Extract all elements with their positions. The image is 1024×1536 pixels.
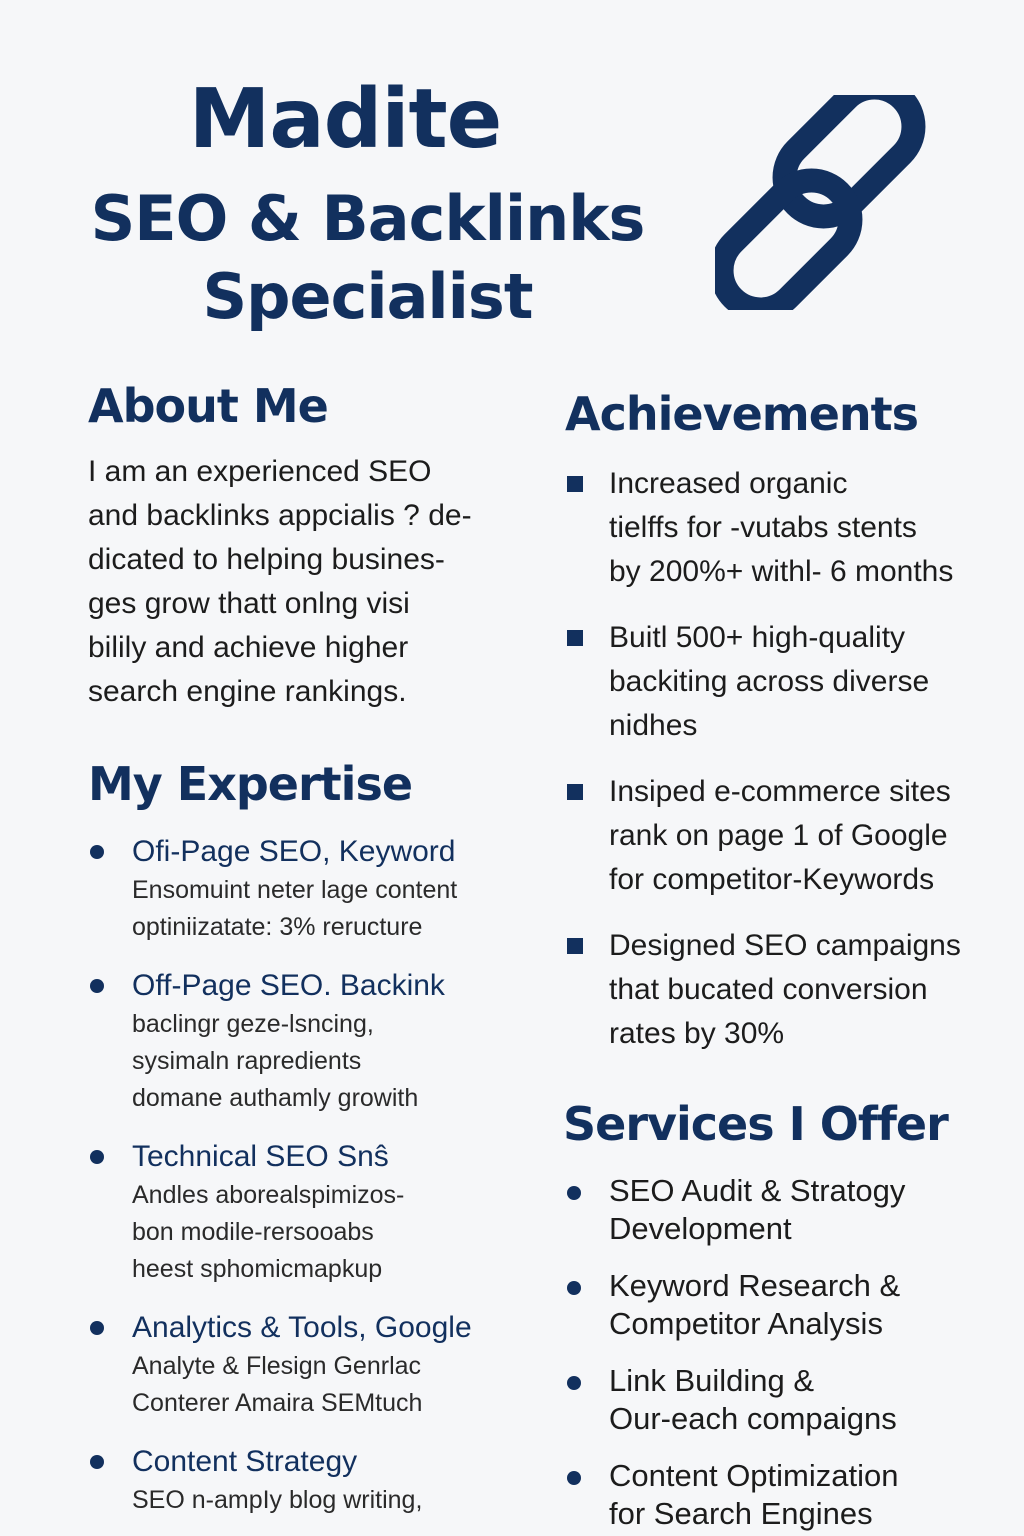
square-bullet-icon: [567, 784, 583, 800]
expertise-item: [88, 1137, 538, 1288]
achievement-line: that bucated conversion: [609, 973, 928, 1006]
resume-name: Madite: [188, 72, 502, 167]
service-line: Development: [609, 1211, 792, 1246]
square-bullet-icon: [567, 938, 583, 954]
services-list: [565, 1172, 1005, 1536]
bullet-icon: [90, 979, 104, 993]
achievement-item: [565, 616, 1005, 748]
service-line: for Search Engines: [609, 1496, 873, 1531]
about-line: search engine rankings.: [88, 675, 407, 708]
achievement-line: rank on page 1 of Google: [609, 819, 948, 852]
service-line: SEO Audit & Stratogy: [609, 1173, 906, 1208]
expertise-item: [88, 832, 538, 946]
chain-link-icon: [715, 95, 930, 310]
expertise-desc-line: optiniizatate: 3% reructure: [132, 913, 423, 941]
service-line: Content Optimization: [609, 1458, 899, 1493]
resume-title: [0, 180, 735, 336]
achievement-line: Increased organic: [609, 467, 848, 500]
service-line: Our-each compaigns: [609, 1401, 897, 1436]
achievement-item: [565, 924, 1005, 1056]
services-heading: Services I Offer: [563, 1097, 948, 1151]
bullet-icon: [567, 1376, 581, 1390]
expertise-desc-line: sysimaln rapredients: [132, 1047, 362, 1075]
bullet-icon: [90, 845, 104, 859]
service-line: Link Building &: [609, 1363, 815, 1398]
service-item: [565, 1362, 1005, 1438]
expertise-desc-line: bon modile-rersooabs: [132, 1218, 374, 1246]
achievement-line: Designed SEO campaigns: [609, 929, 961, 962]
achievement-line: by 200%+ withl- 6 months: [609, 555, 954, 588]
bullet-icon: [90, 1321, 104, 1335]
service-line: Competitor Analysis: [609, 1306, 883, 1341]
service-item: [565, 1267, 1005, 1343]
title-line: Specialist: [202, 260, 533, 333]
expertise-desc-line: domane authamly growith: [132, 1084, 419, 1112]
service-item: [565, 1457, 1005, 1533]
expertise-title: Technical SEO Snŝ: [132, 1140, 389, 1173]
expertise-desc-line: heest sphomicmapkup: [132, 1255, 383, 1283]
about-line: and backlinks appcialis ? de-: [88, 499, 472, 532]
achievement-line: tielffs for -vutabs stents: [609, 511, 917, 544]
expertise-desc-line: Conterer Amaira SEMtuch: [132, 1389, 423, 1417]
expertise-item: [88, 1308, 538, 1422]
about-line: bilily and achieve higher: [88, 631, 409, 664]
about-paragraph: [88, 450, 528, 714]
expertise-title: Ofi-Page SEO, Keyword: [132, 835, 456, 868]
achievement-item: [565, 770, 1005, 902]
achievements-list: [565, 462, 1005, 1078]
achievement-line: Buitl 500+ high-quality: [609, 621, 906, 654]
service-line: Keyword Research &: [609, 1268, 901, 1303]
square-bullet-icon: [567, 476, 583, 492]
expertise-title: Analytics & Tools, Google: [132, 1311, 472, 1344]
bullet-icon: [567, 1471, 581, 1485]
expertise-desc-line: SEO n-ampIy blog writing,: [132, 1486, 423, 1514]
expertise-desc-line: baclingr geze-lsncing,: [132, 1010, 374, 1038]
achievement-line: Insiped e-commerce sites: [609, 775, 951, 808]
about-heading: About Me: [88, 379, 328, 433]
achievements-heading: Achievements: [565, 387, 919, 441]
service-item: [565, 1172, 1005, 1248]
bullet-icon: [567, 1281, 581, 1295]
achievement-line: for competitor-Keywords: [609, 863, 935, 896]
about-line: ges grow thatt onlng visi: [88, 587, 410, 620]
expertise-title: Content Strategy: [132, 1445, 358, 1478]
expertise-heading: My Expertise: [88, 757, 413, 811]
square-bullet-icon: [567, 630, 583, 646]
about-line: I am an experienced SEO: [88, 455, 432, 488]
achievement-line: backiting across diverse: [609, 665, 930, 698]
about-line: dicated to helping busines-: [88, 543, 445, 576]
achievement-line: rates by 30%: [609, 1017, 785, 1050]
expertise-list: [88, 832, 538, 1536]
expertise-desc-line: Analyte & Flesign Genrlac: [132, 1352, 422, 1380]
achievement-line: nidhes: [609, 709, 698, 742]
expertise-title: Off-Page SEO. Backink: [132, 969, 445, 1002]
bullet-icon: [90, 1150, 104, 1164]
achievement-item: [565, 462, 1005, 594]
bullet-icon: [567, 1186, 581, 1200]
expertise-desc-line: Ensomuint neter lage content: [132, 876, 458, 904]
title-line: SEO & Backlinks: [90, 182, 645, 255]
bullet-icon: [90, 1455, 104, 1469]
expertise-item: [88, 966, 538, 1117]
expertise-item: [88, 1442, 538, 1519]
expertise-desc-line: Andles aborealspimizos-: [132, 1181, 405, 1209]
